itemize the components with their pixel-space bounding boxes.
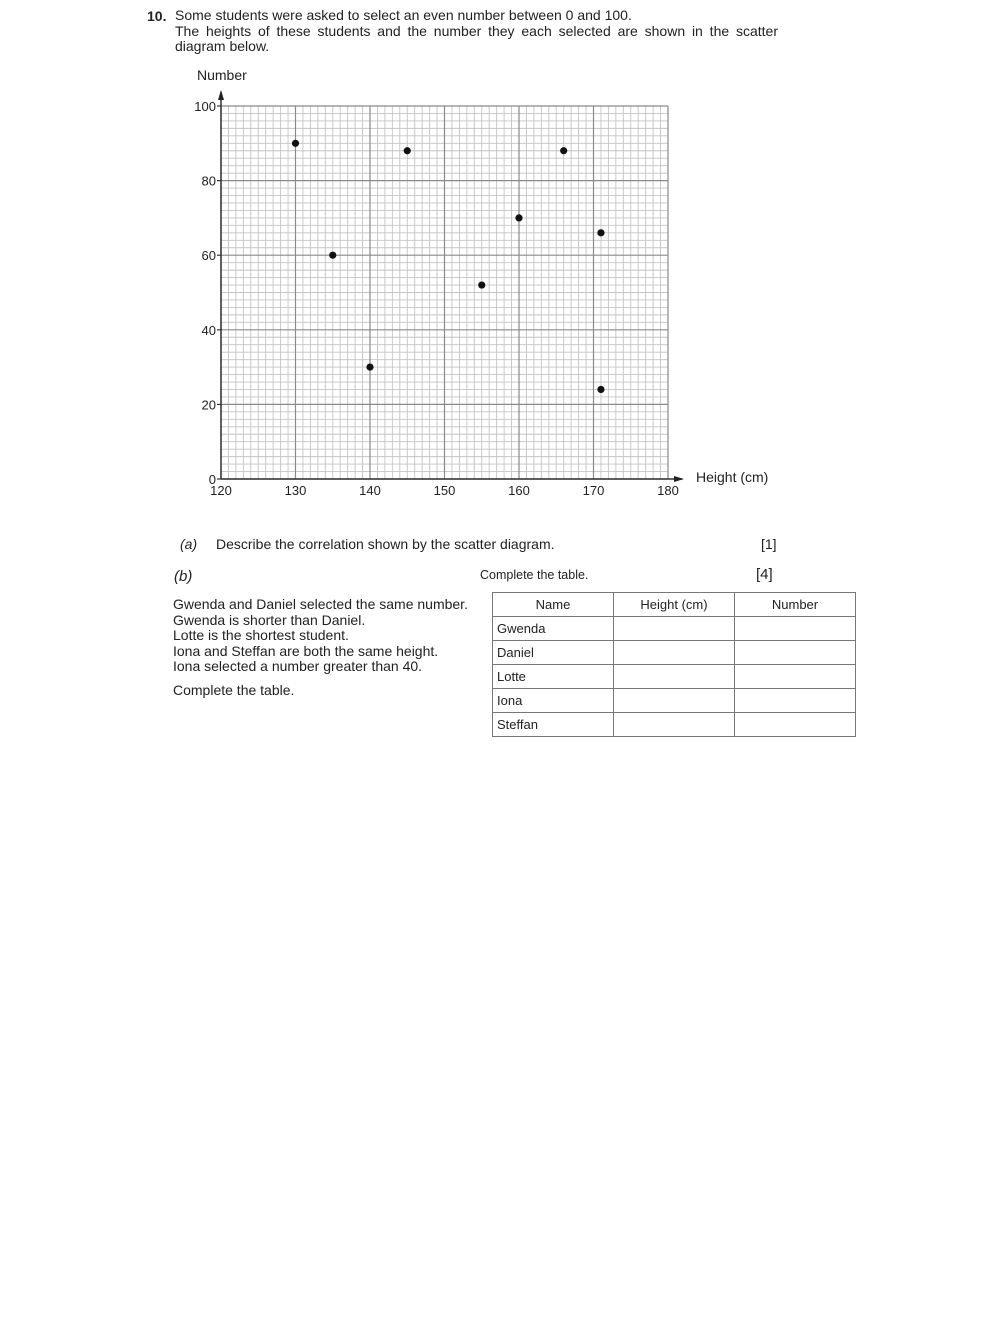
data-point	[597, 386, 604, 393]
table-row	[493, 617, 856, 641]
number-cell[interactable]	[735, 641, 856, 665]
height-cell[interactable]	[614, 617, 735, 641]
data-point	[404, 147, 411, 154]
x-tick-label: 180	[657, 483, 679, 498]
y-axis-label: Number	[197, 67, 247, 83]
x-tick-label: 160	[508, 483, 530, 498]
table-row	[493, 641, 856, 665]
chart-tick-labels	[194, 99, 679, 498]
y-tick-label: 60	[201, 248, 216, 264]
part-a-text: Describe the correlation shown by the scatter diagram.	[216, 536, 555, 552]
clue: Gwenda and Daniel selected the same number.	[173, 596, 468, 612]
clues-list	[173, 597, 468, 698]
part-b-marks: [4]	[756, 566, 773, 583]
part-b-instruction: Complete the table.	[480, 568, 589, 582]
question-number: 10.	[147, 8, 167, 24]
question-text	[175, 8, 778, 55]
data-point	[366, 364, 373, 371]
part-b-label: (b)	[174, 568, 193, 585]
question-line-1: Some students were asked to select an even number between 0 and 100.	[175, 7, 632, 23]
row-name: Steffan	[493, 713, 614, 737]
answer-table	[492, 592, 856, 737]
part-a-marks: [1]	[761, 536, 777, 552]
clue: Iona and Steffan are both the same height.	[173, 642, 439, 659]
row-name: Iona	[493, 689, 614, 713]
height-cell[interactable]	[614, 641, 735, 665]
data-point	[292, 140, 299, 147]
number-cell[interactable]	[735, 689, 856, 713]
x-axis-label: Height (cm)	[696, 469, 769, 485]
data-point	[597, 229, 604, 236]
height-cell[interactable]	[614, 713, 735, 737]
number-cell[interactable]	[735, 665, 856, 689]
scatter-chart	[180, 60, 800, 510]
number-cell[interactable]	[735, 617, 856, 641]
clue: Lotte is the shortest student.	[173, 627, 349, 643]
table-row	[493, 689, 856, 713]
data-point	[560, 147, 567, 154]
table-row	[493, 665, 856, 689]
x-tick-label: 140	[359, 483, 381, 498]
y-tick-label: 0	[208, 472, 216, 487]
header-name: Name	[493, 593, 614, 617]
height-cell[interactable]	[614, 689, 735, 713]
data-point	[478, 281, 485, 288]
number-cell[interactable]	[735, 713, 856, 737]
chart-points	[292, 140, 605, 393]
row-name: Gwenda	[493, 617, 614, 641]
clue: Iona selected a number greater than 40.	[173, 658, 423, 674]
part-a-label: (a)	[180, 536, 198, 552]
header-number: Number	[735, 593, 856, 617]
question-line-2: The heights of these students and the number they each selected are shown in the scatter	[175, 22, 778, 39]
x-tick-label: 170	[582, 483, 605, 498]
y-tick-label: 100	[194, 99, 216, 114]
height-cell[interactable]	[614, 665, 735, 689]
data-point	[329, 252, 336, 259]
row-name: Daniel	[493, 641, 614, 665]
x-tick-label: 130	[284, 483, 307, 498]
y-tick-label: 20	[201, 397, 216, 413]
data-point	[515, 214, 522, 221]
table-header-row	[493, 593, 856, 617]
x-tick-label: 150	[433, 483, 456, 498]
table-row	[493, 713, 856, 737]
question-line-3: diagram below.	[175, 38, 270, 54]
header-height: Height (cm)	[614, 593, 735, 617]
x-tick-label: 120	[210, 483, 232, 498]
y-tick-label: 80	[201, 173, 216, 189]
closing-instruction: Complete the table.	[173, 681, 295, 698]
y-tick-label: 40	[201, 322, 216, 338]
row-name: Lotte	[493, 665, 614, 689]
clue: Gwenda is shorter than Daniel.	[173, 611, 366, 628]
